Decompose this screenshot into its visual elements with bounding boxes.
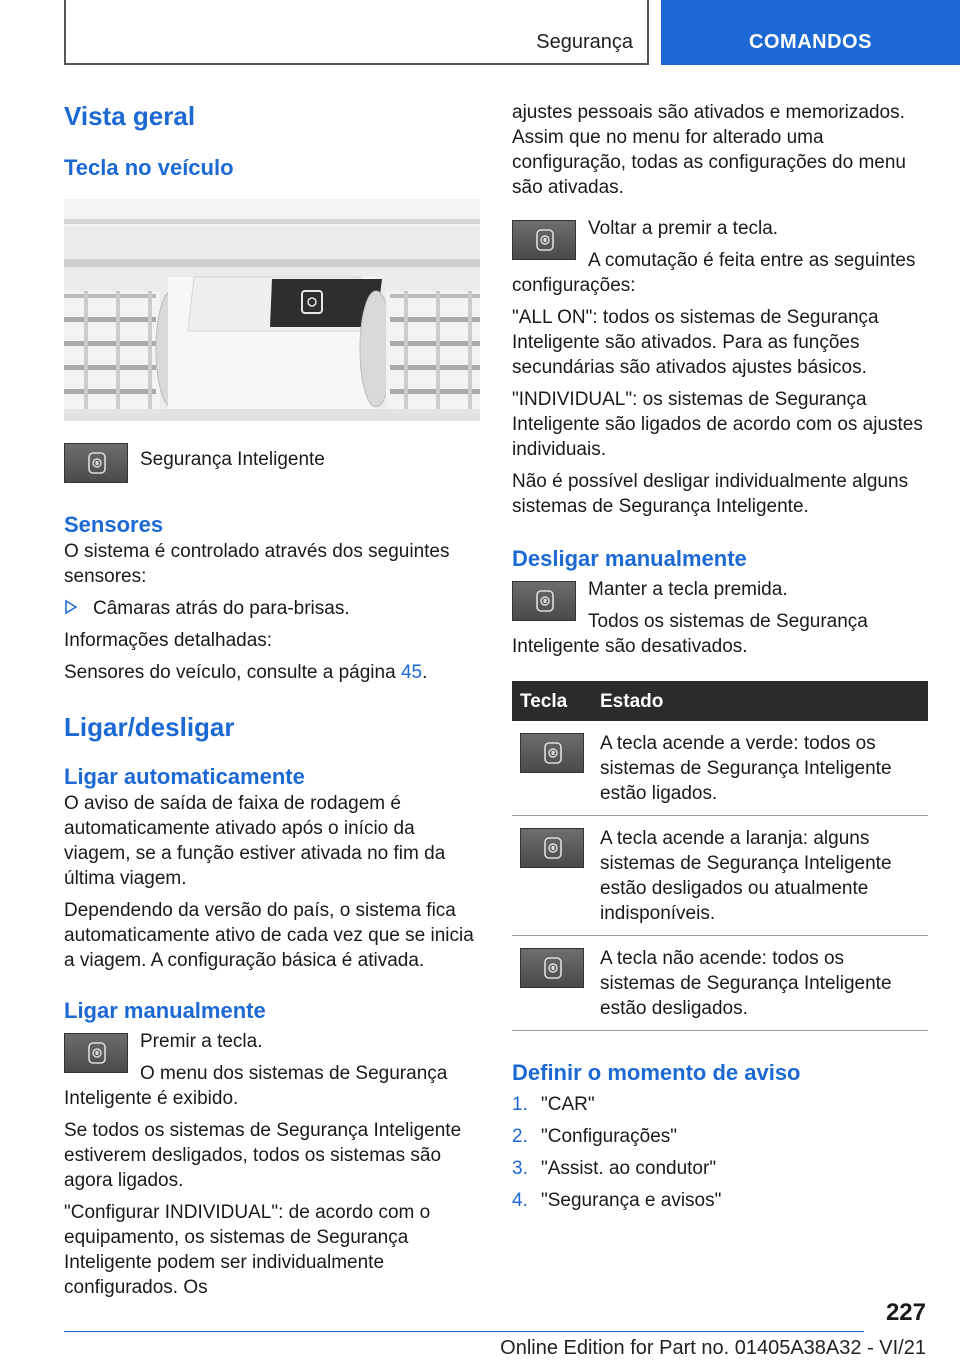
safety-button-icon (512, 220, 576, 260)
individual-text: "INDIVIDUAL": os sistemas de Segurança Inteligente são ligados de acordo com os ajustes individuais. (512, 389, 923, 460)
again-press-row (512, 216, 928, 298)
safety-button-icon (520, 828, 584, 868)
again-switch-text: A comutação é feita entre as seguintes configurações: (512, 250, 916, 296)
list-item[interactable]: 1. "CAR" (512, 1094, 595, 1115)
table-cell-state: A tecla não acende: todos os sistemas de Segurança Inteligente estão desligados. (592, 936, 928, 1031)
header-section-box (64, 0, 649, 65)
table-cell-state: A tecla acende a laranja: alguns sistemas de Segurança Inteligente estão desligados ou atualmente indisponíveis. (592, 816, 928, 936)
heading-manual-off: Desligar manualmente (512, 546, 747, 571)
table-header-row (512, 681, 928, 721)
details-line (64, 660, 482, 685)
table-header-state: Estado (592, 681, 928, 721)
heading-warning-time: Definir o momento de aviso (512, 1060, 801, 1085)
again-press-text: Voltar a premir a tecla. (588, 218, 779, 239)
safety-button-icon (520, 733, 584, 773)
heading-manual-on: Ligar manualmente (64, 998, 266, 1023)
not-possible-text: Não é possível desligar individualmente alguns sistemas de Segurança Inteligente. (512, 471, 909, 517)
details-text: Sensores do veículo, consulte a página (64, 662, 401, 683)
table-row (512, 936, 928, 1031)
safety-button-icon (64, 1033, 128, 1073)
safety-button-icon (520, 948, 584, 988)
manual-press-text: Premir a tecla. (140, 1031, 263, 1052)
header-chapter-tab[interactable] (661, 0, 960, 65)
sensors-bullet-item (64, 596, 482, 621)
page-number: 227 (885, 1299, 926, 1326)
header-chapter-title: COMANDOS (749, 31, 872, 53)
manual-paragraph-2: Se todos os sistemas de Segurança Inteligente estiverem desligados, todos os sistemas são agora ligados. (64, 1120, 462, 1191)
icon-caption: Segurança Inteligente (140, 449, 325, 470)
list-item[interactable]: 2. "Configurações" (512, 1126, 678, 1147)
edition-note: Online Edition for Part no. 01405A38A32 - VI/21 (500, 1337, 926, 1359)
off-hold-text: Manter a tecla premida. (588, 579, 788, 600)
list-item[interactable]: 4. "Segurança e avisos" (512, 1190, 722, 1211)
off-all-text: Todos os sistemas de Segurança Inteligente são desativados. (512, 611, 868, 657)
triangle-right-icon (64, 597, 78, 624)
right-column (512, 100, 928, 1220)
details-label: Informações detalhadas: (64, 630, 273, 651)
heading-on-off: Ligar/desligar (64, 712, 235, 742)
heading-overview: Vista geral (64, 101, 196, 131)
table-header-key: Tecla (512, 681, 592, 721)
off-hold-row (512, 577, 928, 659)
steps-list (512, 1092, 928, 1213)
manual-menu-text: O menu dos sistemas de Segurança Inteligente é exibido. (64, 1063, 448, 1109)
table-row (512, 816, 928, 936)
header-section-title: Segurança (536, 31, 633, 53)
table-cell-state: A tecla acende a verde: todos os sistemas de Segurança Inteligente estão ligados. (592, 721, 928, 816)
all-on-text: "ALL ON": todos os sistemas de Segurança Inteligente são ativados. Para as funções secundárias são ativados ajustes básicos. (512, 307, 879, 378)
table-row (512, 721, 928, 816)
manual-press-row (64, 1029, 482, 1111)
dashboard-vents-illustration (64, 199, 480, 421)
auto-paragraph-1: O aviso de saída de faixa de rodagem é automaticamente ativado após o início da viagem, se a função estiver ativada no fim da última viagem. (64, 793, 446, 889)
safety-button-icon (512, 581, 576, 621)
heading-sensors: Sensores (64, 512, 164, 537)
page-link-45[interactable]: 45 (400, 662, 423, 683)
continued-paragraph: ajustes pessoais são ativados e memorizados. Assim que no menu for alterado uma configuração, todas as configurações do menu são ativadas. (512, 102, 906, 198)
heading-auto-on: Ligar automaticamente (64, 764, 305, 789)
key-state-table (512, 681, 928, 1031)
sensors-text: O sistema é controlado através dos seguintes sensores: (64, 541, 450, 587)
left-column (64, 100, 482, 1300)
vehicle-button-photo (64, 199, 480, 421)
auto-paragraph-2: Dependendo da versão do país, o sistema fica automaticamente ativo de cada vez que se inicia a viagem. A configuração básica é ativada. (64, 900, 474, 971)
list-item[interactable]: 3. "Assist. ao condutor" (512, 1158, 717, 1179)
sensors-bullet-text: Câmaras atrás do para-brisas. (93, 598, 350, 619)
footer-divider (64, 1331, 864, 1332)
details-end: . (422, 662, 428, 683)
heading-key-in-vehicle: Tecla no veículo (64, 155, 234, 180)
icon-caption-row (64, 443, 482, 485)
safety-button-icon (64, 443, 128, 483)
manual-paragraph-3: "Configurar INDIVIDUAL": de acordo com o equipamento, os sistemas de Segurança Inteligente podem ser individualmente configurados. Os (64, 1202, 431, 1298)
